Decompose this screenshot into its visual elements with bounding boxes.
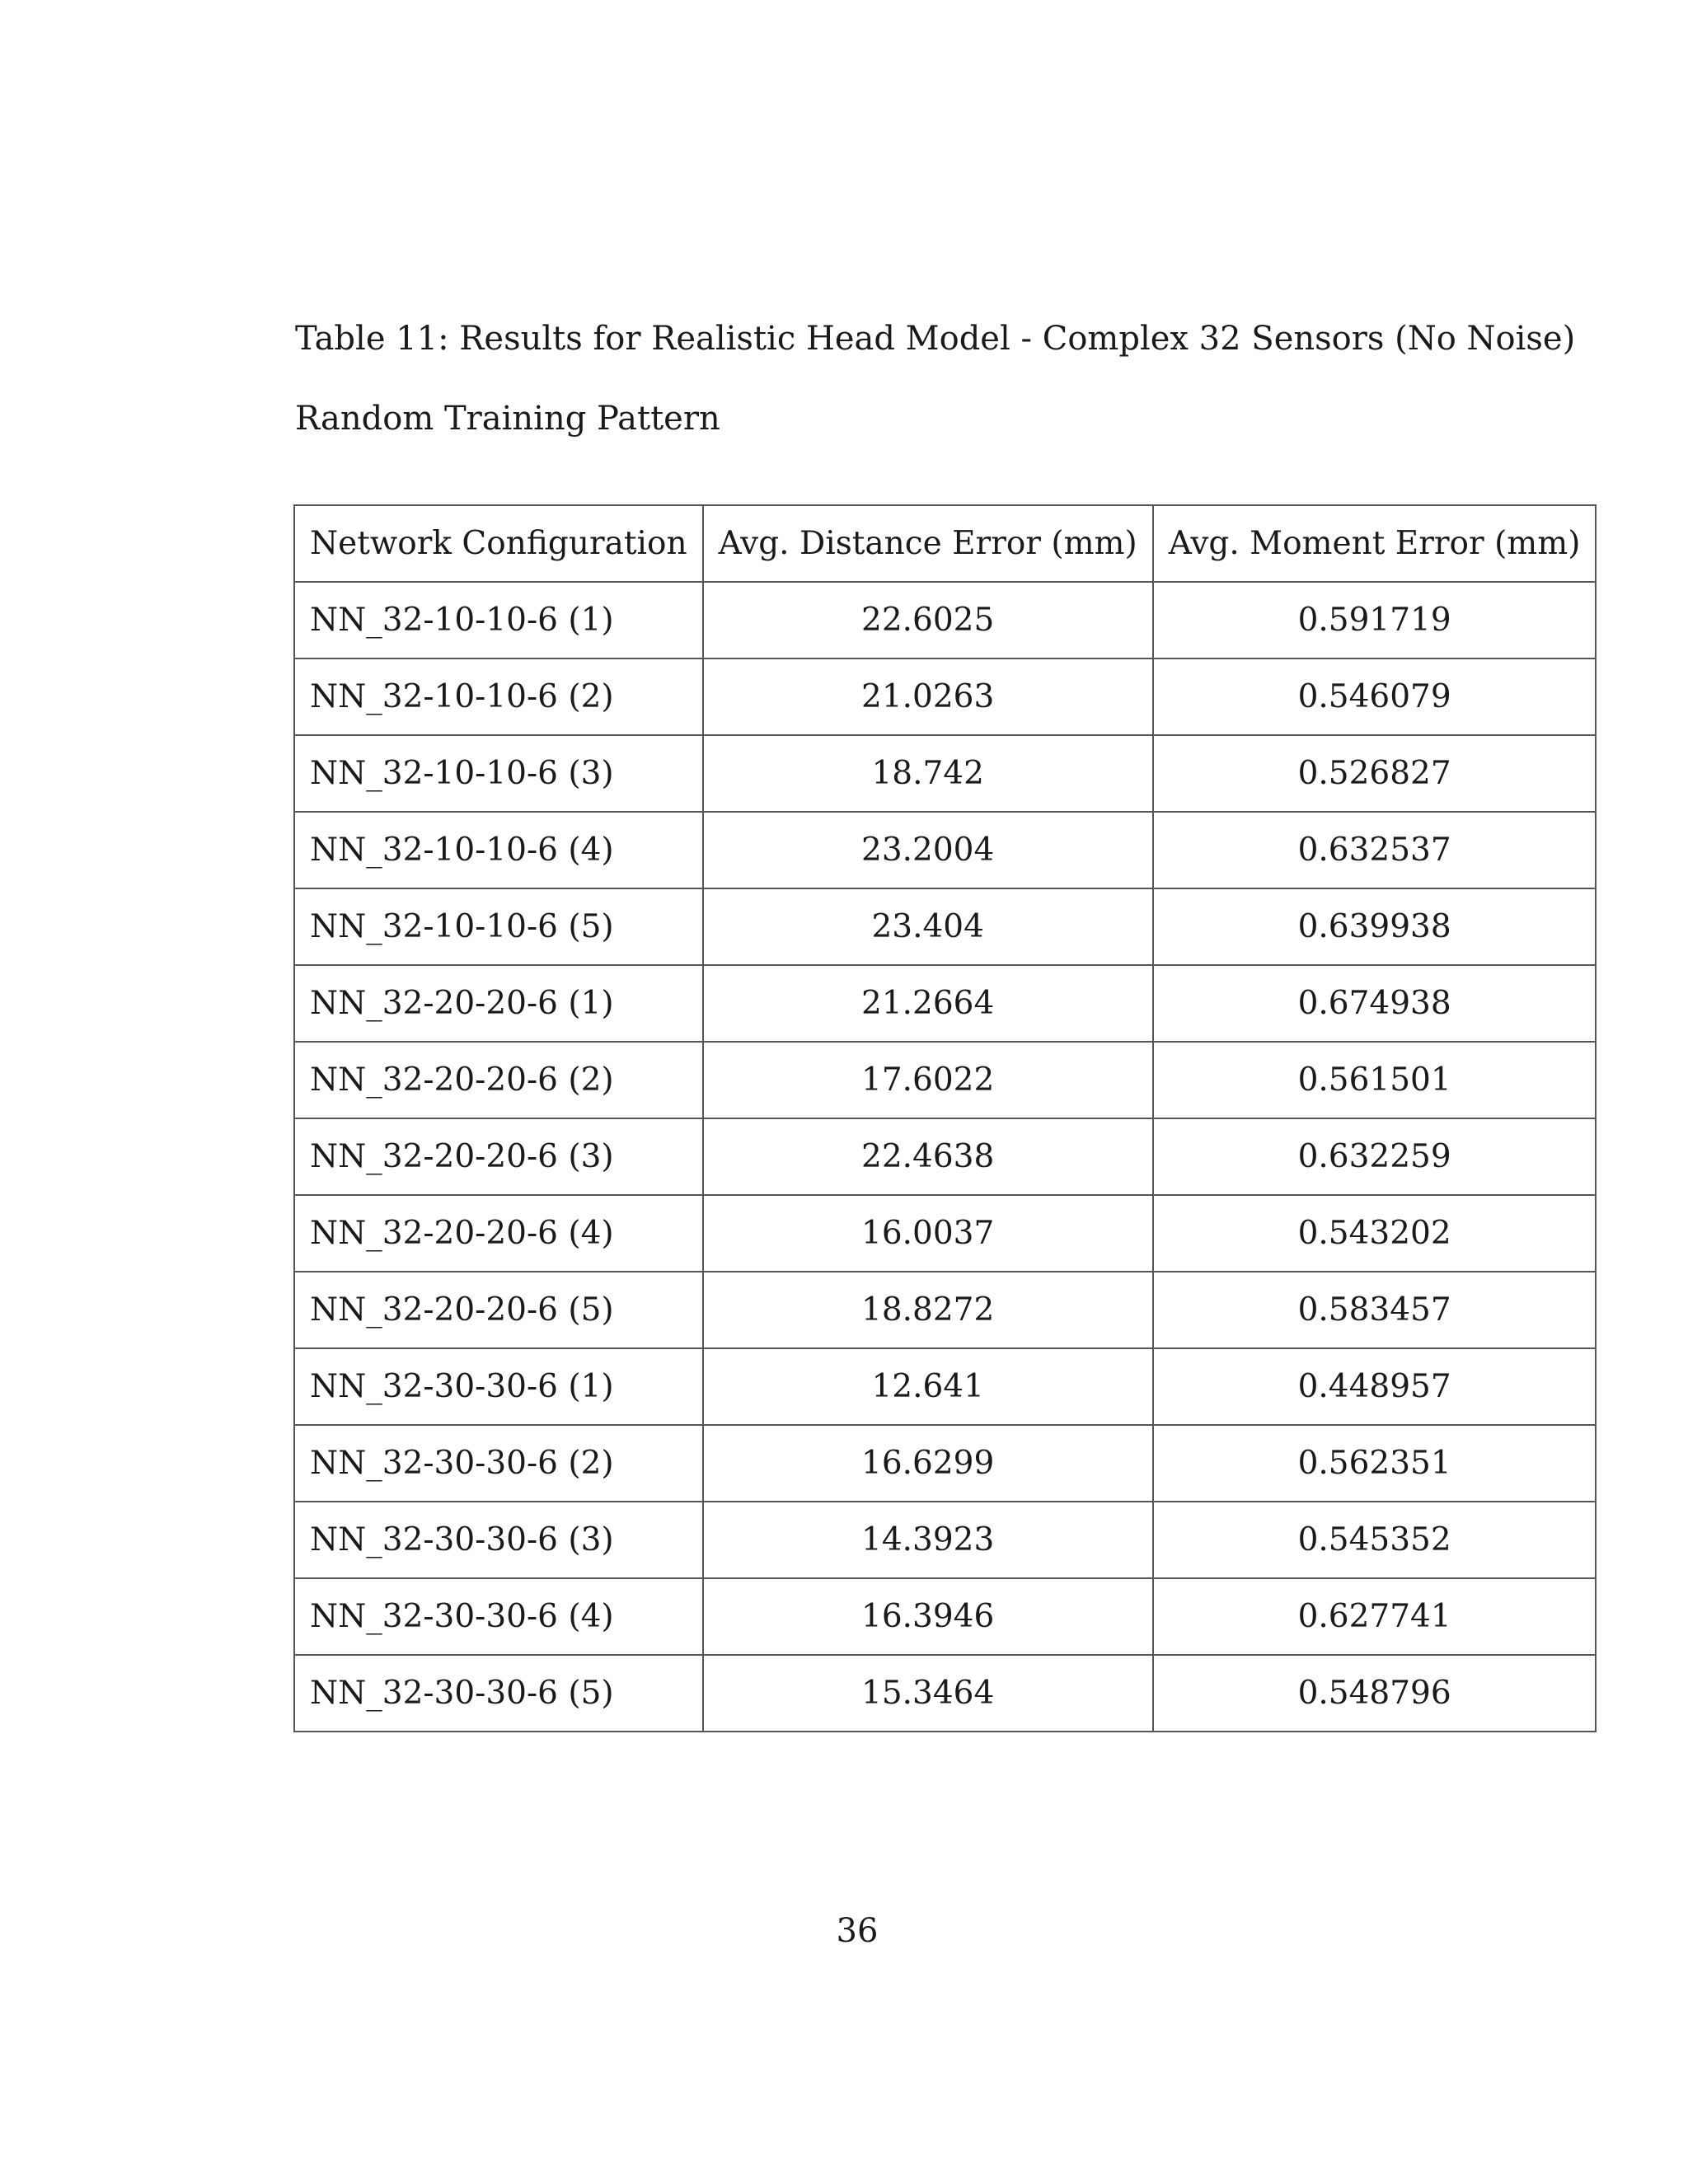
cell-avg-moment-error: 0.546079 [1153,658,1597,735]
table-row [294,1042,1596,1118]
table-row [294,658,1596,735]
cell-avg-moment-error: 0.543202 [1153,1195,1597,1272]
table-row [294,888,1596,965]
cell-avg-moment-error: 0.627741 [1153,1578,1597,1655]
cell-network-configuration: NN_32-10-10-6 (2) [294,658,703,735]
table-row [294,1272,1596,1348]
cell-avg-moment-error: 0.632537 [1153,812,1597,888]
cell-avg-moment-error: 0.548796 [1153,1655,1597,1732]
table-header-row [294,505,1596,582]
cell-avg-moment-error: 0.562351 [1153,1425,1597,1502]
cell-avg-distance-error: 21.0263 [703,658,1153,735]
header-avg-distance-error: Avg. Distance Error (mm) [703,505,1153,582]
results-table [293,504,1597,1732]
table-row [294,735,1596,812]
cell-network-configuration: NN_32-20-20-6 (5) [294,1272,703,1348]
table-row [294,1578,1596,1655]
cell-network-configuration: NN_32-30-30-6 (4) [294,1578,703,1655]
cell-avg-distance-error: 16.0037 [703,1195,1153,1272]
cell-avg-moment-error: 0.583457 [1153,1272,1597,1348]
cell-avg-moment-error: 0.526827 [1153,735,1597,812]
cell-network-configuration: NN_32-10-10-6 (3) [294,735,703,812]
table-row [294,1195,1596,1272]
cell-avg-moment-error: 0.632259 [1153,1118,1597,1195]
header-network-configuration: Network Configuration [294,505,703,582]
table-body [294,582,1596,1732]
table-row [294,1118,1596,1195]
cell-network-configuration: NN_32-20-20-6 (4) [294,1195,703,1272]
table-row [294,965,1596,1042]
table-row [294,812,1596,888]
table-caption: Table 11: Results for Realistic Head Model - Complex 32 Sensors (No Noise) [295,320,1576,358]
cell-network-configuration: NN_32-10-10-6 (5) [294,888,703,965]
table-subcaption: Random Training Pattern [295,400,720,438]
cell-avg-moment-error: 0.674938 [1153,965,1597,1042]
table-row [294,1502,1596,1578]
cell-avg-distance-error: 12.641 [703,1348,1153,1425]
page-number: 36 [836,1912,879,1950]
table-row [294,1425,1596,1502]
cell-avg-distance-error: 16.3946 [703,1578,1153,1655]
cell-network-configuration: NN_32-20-20-6 (3) [294,1118,703,1195]
cell-avg-distance-error: 18.742 [703,735,1153,812]
header-avg-moment-error: Avg. Moment Error (mm) [1153,505,1597,582]
cell-network-configuration: NN_32-30-30-6 (1) [294,1348,703,1425]
cell-avg-distance-error: 16.6299 [703,1425,1153,1502]
cell-network-configuration: NN_32-20-20-6 (2) [294,1042,703,1118]
cell-avg-moment-error: 0.545352 [1153,1502,1597,1578]
table-row [294,1348,1596,1425]
cell-avg-distance-error: 17.6022 [703,1042,1153,1118]
cell-network-configuration: NN_32-30-30-6 (5) [294,1655,703,1732]
cell-network-configuration: NN_32-30-30-6 (2) [294,1425,703,1502]
cell-avg-distance-error: 23.2004 [703,812,1153,888]
cell-network-configuration: NN_32-20-20-6 (1) [294,965,703,1042]
cell-avg-distance-error: 14.3923 [703,1502,1153,1578]
cell-avg-moment-error: 0.448957 [1153,1348,1597,1425]
cell-avg-distance-error: 15.3464 [703,1655,1153,1732]
cell-network-configuration: NN_32-30-30-6 (3) [294,1502,703,1578]
cell-avg-distance-error: 22.6025 [703,582,1153,658]
cell-avg-moment-error: 0.591719 [1153,582,1597,658]
cell-avg-distance-error: 21.2664 [703,965,1153,1042]
cell-network-configuration: NN_32-10-10-6 (1) [294,582,703,658]
cell-avg-distance-error: 22.4638 [703,1118,1153,1195]
cell-avg-moment-error: 0.639938 [1153,888,1597,965]
cell-network-configuration: NN_32-10-10-6 (4) [294,812,703,888]
cell-avg-moment-error: 0.561501 [1153,1042,1597,1118]
table-row [294,1655,1596,1732]
table-row [294,582,1596,658]
cell-avg-distance-error: 18.8272 [703,1272,1153,1348]
cell-avg-distance-error: 23.404 [703,888,1153,965]
